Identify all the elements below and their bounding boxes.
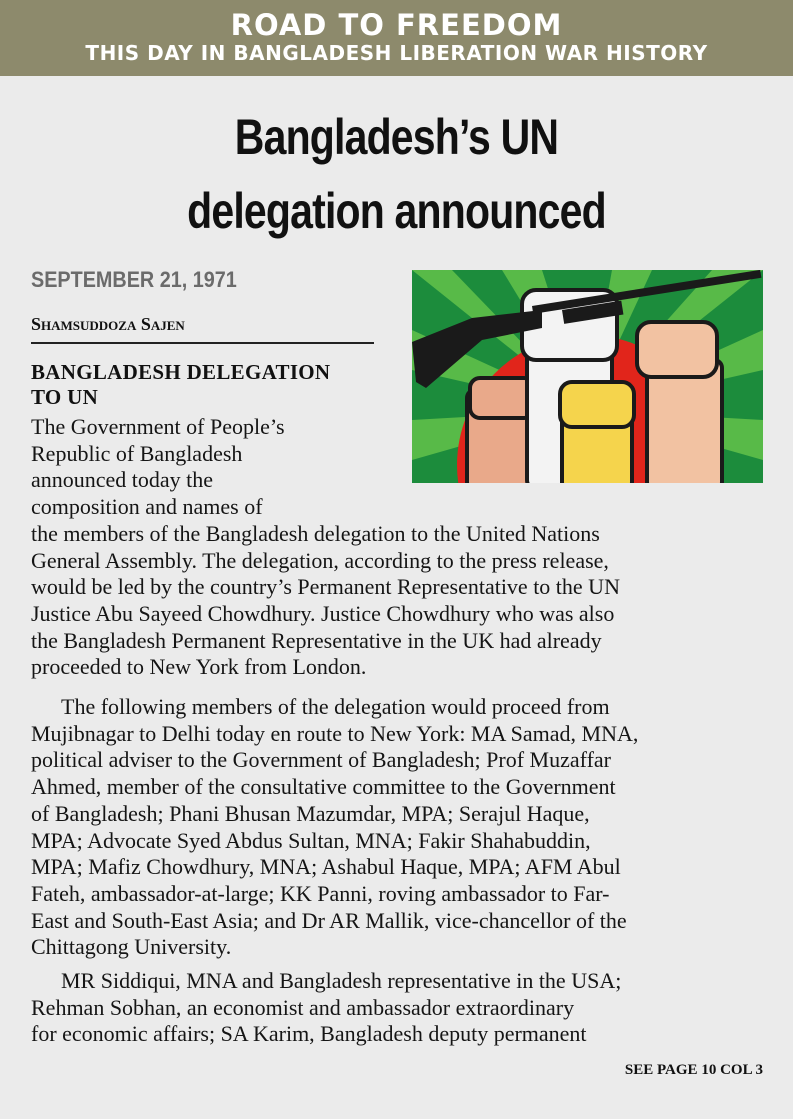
text-line: MPA; Mafiz Chowdhury, MNA; Ashabul Haque, MPA; AFM Abul: [31, 854, 621, 880]
paragraph-2: [31, 694, 638, 961]
text-line: the members of the Bangladesh delegation to the United Nations: [31, 520, 600, 546]
text-line: composition and names of: [31, 494, 263, 520]
text-line: Justice Abu Sayeed Chowdhury. Justice Chowdhury who was also: [31, 600, 615, 626]
text-line: The Government of People’s: [31, 414, 285, 439]
text-line: MPA; Advocate Syed Abdus Sultan, MNA; Fakir Shahabuddin,: [31, 827, 591, 853]
banner-subtitle: THIS DAY IN BANGLADESH LIBERATION WAR HISTORY: [85, 41, 708, 65]
headline-line-1: Bangladesh’s UN: [234, 109, 559, 165]
text-line: Chittagong University.: [31, 934, 232, 960]
text-line: Fateh, ambassador-at-large; KK Panni, roving ambassador to Far-: [31, 880, 610, 906]
headline-line-2: delegation announced: [187, 183, 606, 239]
text-line: Rehman Sobhan, an economist and ambassador extraordinary: [31, 994, 575, 1020]
text-line: the Bangladesh Permanent Representative in the UK had already: [31, 627, 602, 653]
paragraph-3: [31, 968, 621, 1048]
text-line: Republic of Bangladesh: [31, 440, 243, 466]
section-subhead: [31, 360, 391, 410]
headline: [71, 100, 721, 248]
text-line: East and South-East Asia; and Dr AR Mallik, vice-chancellor of the: [31, 907, 627, 933]
text-line: General Assembly. The delegation, according to the press release,: [31, 547, 609, 573]
subhead-line-2: TO UN: [31, 385, 99, 409]
text-line: MR Siddiqui, MNA and Bangladesh representative in the USA;: [61, 968, 622, 993]
byline-divider: [31, 342, 374, 344]
continuation-note: SEE PAGE 10 COL 3: [624, 1062, 763, 1078]
banner-title: ROAD TO FREEDOM: [230, 8, 563, 42]
text-line: would be led by the country’s Permanent Representative to the UN: [31, 574, 620, 600]
article-date: SEPTEMBER 21, 1971: [31, 267, 237, 292]
text-line: announced today the: [31, 467, 214, 493]
text-line: of Bangladesh; Phani Bhusan Mazumdar, MPA; Serajul Haque,: [31, 800, 590, 826]
paragraph-1: [31, 414, 620, 681]
page-banner: [0, 0, 793, 76]
text-line: Ahmed, member of the consultative committee to the Government: [31, 774, 616, 800]
text-line: Mujibnagar to Delhi today en route to New York: MA Samad, MNA,: [31, 720, 639, 746]
text-line: The following members of the delegation would proceed from: [61, 694, 610, 719]
text-line: for economic affairs; SA Karim, Bangladesh deputy permanent: [31, 1021, 587, 1047]
author-byline: Shamsuddoza Sajen: [31, 314, 185, 334]
text-line: political adviser to the Government of Bangladesh; Prof Muzaffar: [31, 747, 611, 773]
text-line: proceeded to New York from London.: [31, 654, 367, 680]
subhead-line-1: BANGLADESH DELEGATION: [31, 360, 331, 384]
